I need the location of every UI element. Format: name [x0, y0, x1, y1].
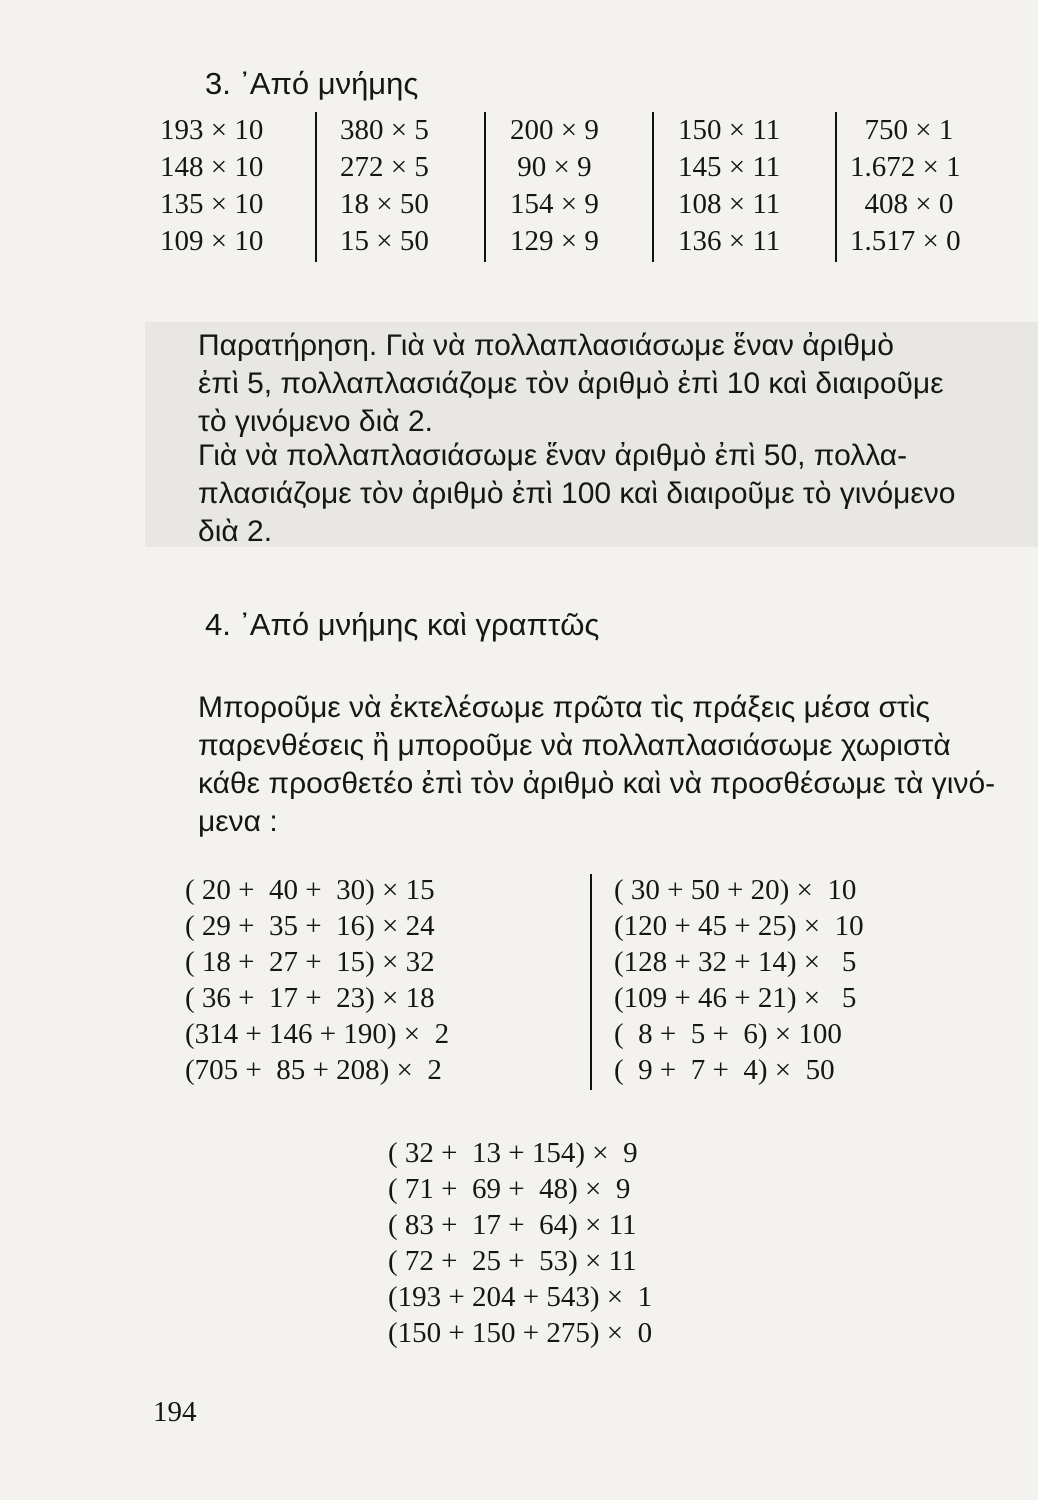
note-paragraph-2 — [198, 437, 1008, 551]
exercise-cell: 272 × 5 — [340, 151, 429, 183]
exercise-row: ( 32 + 13 + 154) × 9 — [388, 1137, 638, 1169]
text-line: κάθε προσθετέο ἐπὶ τὸν ἀριθμὸ καὶ νὰ προσθέσωμε τὰ γινό- — [198, 767, 996, 800]
text-line: πλασιάζομε τὸν ἀριθμὸ ἐπὶ 100 καὶ διαιροῦμε τὸ γινόμενο — [198, 477, 956, 510]
exercise-list-bottom — [388, 1135, 652, 1351]
exercise-cell: 150 × 11 — [678, 114, 781, 146]
exercise-list-right — [614, 872, 864, 1088]
exercise-row: (150 + 150 + 275) × 0 — [388, 1317, 653, 1349]
exercise-cell: 15 × 50 — [340, 225, 429, 257]
exercise-cell: 148 × 10 — [160, 151, 264, 183]
exercise-list-left — [185, 872, 449, 1088]
exercise-cell: 200 × 9 — [510, 114, 599, 146]
exercise-row: ( 72 + 25 + 53) × 11 — [388, 1245, 637, 1277]
text-line: Παρατήρηση. Γιὰ νὰ πολλαπλασιάσωμε ἕναν ἀριθμὸ — [198, 329, 894, 362]
grid-column-2 — [340, 112, 429, 260]
exercise-row: ( 83 + 17 + 64) × 11 — [388, 1209, 637, 1241]
exercise-row: (705 + 85 + 208) × 2 — [185, 1054, 442, 1086]
page-number: 194 — [153, 1396, 197, 1428]
exercise-cell: 109 × 10 — [160, 225, 264, 257]
exercise-row: (314 + 146 + 190) × 2 — [185, 1018, 450, 1050]
exercise-row: ( 36 + 17 + 23) × 18 — [185, 982, 435, 1014]
exercise-cell: 1.672 × 1 — [850, 151, 961, 183]
exercise-cell: 408 × 0 — [850, 188, 954, 220]
exercise-row: ( 9 + 7 + 4) × 50 — [614, 1054, 835, 1086]
section-3-heading: 3. ᾿Από μνήμης — [205, 66, 419, 101]
section-4-intro — [198, 689, 1008, 841]
exercise-row: (193 + 204 + 543) × 1 — [388, 1281, 653, 1313]
exercise-row: ( 20 + 40 + 30) × 15 — [185, 874, 435, 906]
grid-column-5 — [850, 112, 961, 260]
column-divider — [315, 112, 317, 262]
section-3-exercise-grid — [150, 112, 1010, 262]
exercise-row: ( 29 + 35 + 16) × 24 — [185, 910, 435, 942]
exercise-row: ( 30 + 50 + 20) × 10 — [614, 874, 857, 906]
exercise-cell: 136 × 11 — [678, 225, 781, 257]
text-line: ἐπὶ 5, πολλαπλασιάζομε τὸν ἀριθμὸ ἐπὶ 10 καὶ διαιροῦμε — [198, 367, 944, 400]
exercise-row: ( 8 + 5 + 6) × 100 — [614, 1018, 842, 1050]
column-divider — [590, 874, 592, 1090]
exercise-cell: 1.517 × 0 — [850, 225, 961, 257]
text-line: Γιὰ νὰ πολλαπλασιάσωμε ἕναν ἀριθμὸ ἐπὶ 50, πολλα- — [198, 439, 908, 472]
text-line: παρενθέσεις ἢ μποροῦμε νὰ πολλαπλασιάσωμε χωριστὰ — [198, 729, 951, 762]
exercise-cell: 193 × 10 — [160, 114, 264, 146]
exercise-cell: 750 × 1 — [850, 114, 954, 146]
exercise-cell: 154 × 9 — [510, 188, 599, 220]
exercise-cell: 145 × 11 — [678, 151, 781, 183]
exercise-cell: 90 × 9 — [510, 151, 592, 183]
column-divider — [484, 112, 486, 262]
text-line: μενα : — [198, 805, 278, 838]
column-divider — [652, 112, 654, 262]
exercise-cell: 380 × 5 — [340, 114, 429, 146]
exercise-cell: 135 × 10 — [160, 188, 264, 220]
text-line: Μποροῦμε νὰ ἐκτελέσωμε πρῶτα τὶς πράξεις μέσα στὶς — [198, 691, 930, 724]
column-divider — [835, 112, 837, 262]
section-4-heading: 4. ᾿Από μνήμης καὶ γραπτῶς — [205, 607, 600, 642]
note-paragraph — [198, 327, 1008, 441]
exercise-cell: 129 × 9 — [510, 225, 599, 257]
exercise-row: ( 71 + 69 + 48) × 9 — [388, 1173, 631, 1205]
text-line: τὸ γινόμενο διὰ 2. — [198, 405, 433, 438]
exercise-row: (128 + 32 + 14) × 5 — [614, 946, 857, 978]
exercise-row: (120 + 45 + 25) × 10 — [614, 910, 864, 942]
grid-column-3 — [510, 112, 599, 260]
exercise-row: ( 18 + 27 + 15) × 32 — [185, 946, 435, 978]
text-line: διὰ 2. — [198, 515, 273, 548]
exercise-cell: 108 × 11 — [678, 188, 781, 220]
exercise-cell: 18 × 50 — [340, 188, 429, 220]
exercise-row: (109 + 46 + 21) × 5 — [614, 982, 857, 1014]
grid-column-1 — [160, 112, 263, 260]
grid-column-4 — [678, 112, 780, 260]
